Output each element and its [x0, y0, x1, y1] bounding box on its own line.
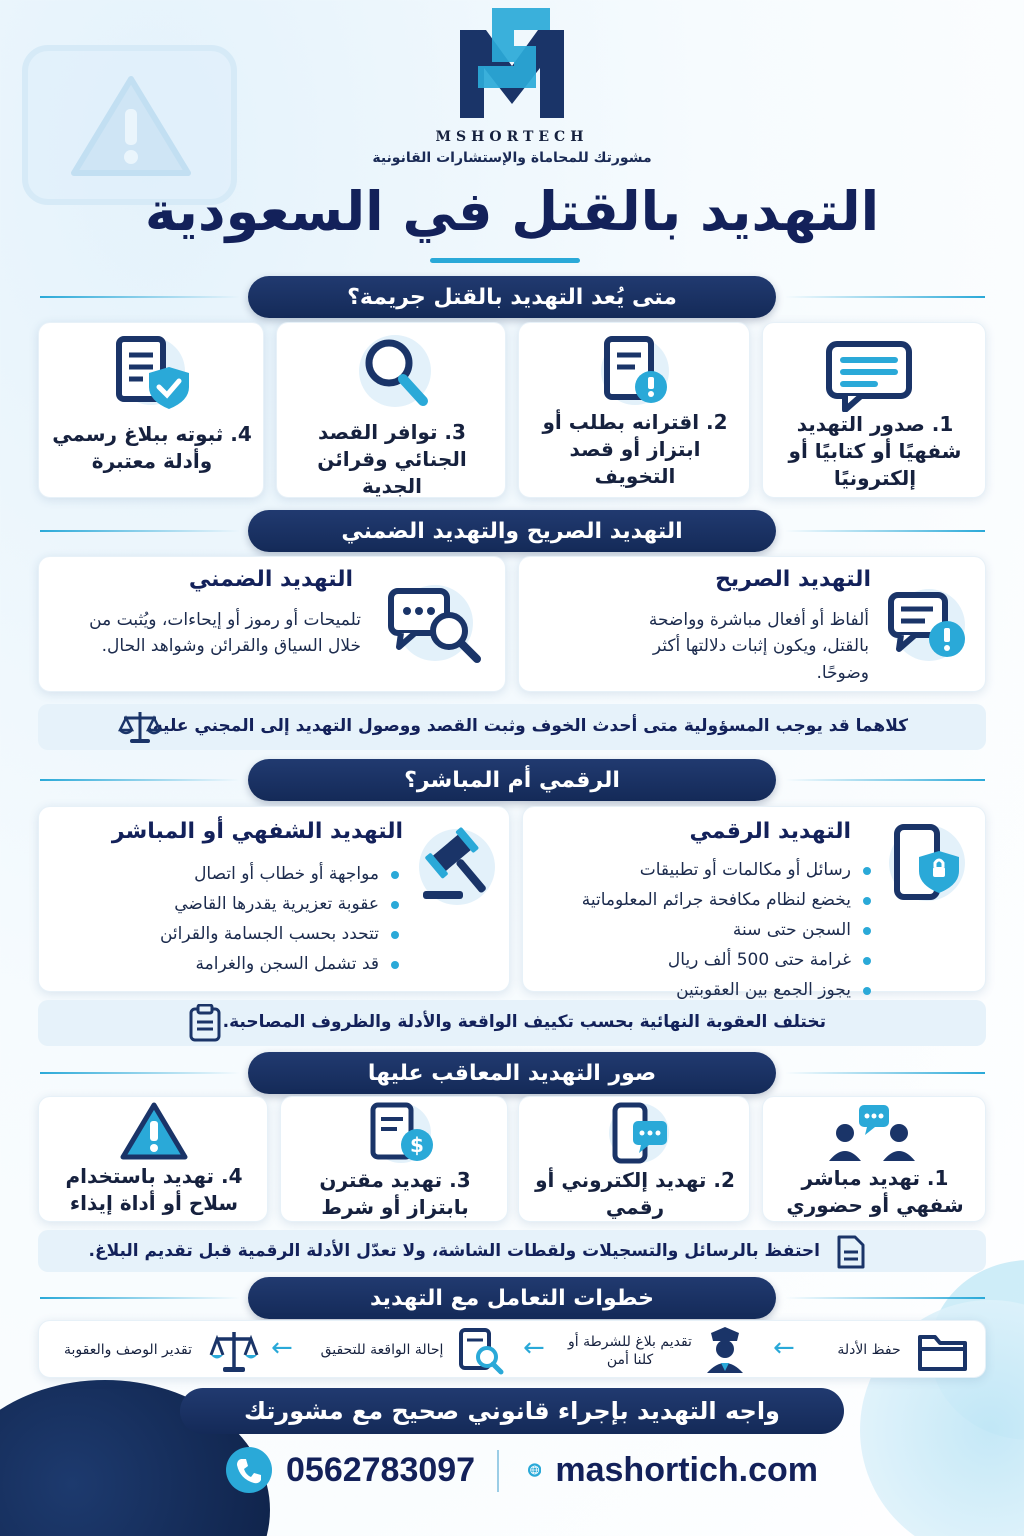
steps-card [38, 1320, 986, 1378]
document-money-icon [365, 1101, 441, 1167]
list-item: قد تشمل السجن والغرامة [111, 949, 401, 979]
threat-form-text: 2. تهديد إلكتروني أو رقمي [535, 1168, 735, 1219]
section-heading-when-crime: متى يُعد التهديد بالقتل جريمة؟ [248, 276, 776, 318]
digital-threat-list [553, 855, 873, 1005]
document-shield-icon [111, 333, 195, 417]
brand-name-en: MSHORTECH [435, 129, 589, 145]
brand-logo [452, 8, 572, 136]
evidence-note-text: احتفظ بالرسائل والتسجيلات ولقطات الشاشة، ولا تعدّل الأدلة الرقمية قبل تقديم البلاغ. [88, 1241, 820, 1261]
explicit-threat-title: التهديد الصريح [715, 567, 871, 592]
threat-form-card [518, 1096, 750, 1222]
liability-note-text: كلاهما قد يوجب المسؤولية متى أحدث الخوف وثبت القصد ووصول التهديد إلى المجني عليه. [146, 716, 908, 736]
chat-alert-icon [885, 585, 971, 669]
phone-message-icon [603, 1101, 675, 1167]
implicit-threat-card [38, 556, 506, 692]
crime-condition-card [518, 322, 750, 498]
direct-threat-title: التهديد الشفهي أو المباشر [111, 819, 403, 844]
clipboard-icon [188, 1004, 222, 1042]
penalty-note-text: تختلف العقوبة النهائية بحسب تكييف الواقعة والأدلة والظروف المصاحبة. [222, 1012, 826, 1032]
step-label: تقدير الوصف والعقوبة [63, 1342, 192, 1358]
liability-note-bar [38, 704, 986, 750]
divider-line [40, 530, 240, 532]
list-item: عقوبة تعزيرية يقدرها القاضي [111, 889, 401, 919]
phone-shield-icon [883, 821, 971, 909]
threat-form-card [38, 1096, 268, 1222]
divider-line [40, 779, 240, 781]
step-label: تقديم بلاغ للشرطة أو كلنا أمن [568, 1334, 692, 1369]
brand-name-ar: مشورتك للمحاماة والإستشارات القانونية [372, 150, 652, 166]
divider-line [785, 779, 985, 781]
divider-line [40, 296, 240, 298]
divider-line [40, 1297, 240, 1299]
search-icon [355, 331, 435, 415]
section-heading-explicit-implicit: التهديد الصريح والتهديد الضمني [248, 510, 776, 552]
document-search-icon [457, 1327, 505, 1375]
chat-search-icon [385, 583, 485, 671]
page-title: التهديد بالقتل في السعودية [144, 180, 880, 243]
scales-icon [118, 710, 162, 744]
folder-icon [917, 1329, 969, 1373]
phone-contact[interactable] [226, 1446, 476, 1494]
crime-condition-text: 3. توافر القصد الجنائي وقرائن الجدية [317, 420, 467, 498]
globe-icon [528, 1447, 541, 1493]
direct-threat-card [38, 806, 510, 992]
list-item: تتحدد بحسب الجسامة والقرائن [111, 919, 401, 949]
evidence-note-bar [38, 1230, 986, 1272]
phone-number[interactable]: 0562783097 [286, 1450, 476, 1489]
divider-line [785, 1072, 985, 1074]
explicit-threat-card [518, 556, 986, 692]
crime-condition-card [762, 322, 986, 498]
gavel-icon [413, 825, 503, 913]
list-item: يخضع لنظام مكافحة جرائم المعلوماتية [553, 885, 873, 915]
digital-threat-title: التهديد الرقمي [689, 819, 851, 844]
divider-line [785, 296, 985, 298]
document-alert-icon [599, 333, 671, 417]
people-chat-icon [825, 1103, 919, 1165]
section-heading-digital-direct: الرقمي أم المباشر؟ [248, 759, 776, 801]
direct-threat-list [111, 859, 401, 979]
arrow-left-icon: ← [523, 1333, 545, 1363]
phone-icon [226, 1447, 272, 1493]
step-label: إحالة الواقعة للتحقيق [320, 1342, 444, 1358]
list-item: السجن حتى سنة [553, 915, 873, 945]
penalty-note-bar [38, 1000, 986, 1046]
scales-icon [209, 1329, 259, 1373]
arrow-left-icon: ← [271, 1333, 293, 1363]
crime-condition-card [38, 322, 264, 498]
threat-form-card [762, 1096, 986, 1222]
threat-form-text: 3. تهديد مقترن بابتزاز أو شرط [319, 1168, 471, 1219]
title-underline [430, 258, 580, 263]
step-label: حفظ الأدلة [837, 1342, 901, 1358]
crime-condition-text: 2. اقترانه بطلب أو ابتزاز أو قصد التخويف [542, 410, 728, 488]
divider-line [785, 1297, 985, 1299]
crime-condition-card [276, 322, 506, 498]
list-item: غرامة حتى 500 ألف ريال [553, 945, 873, 975]
divider-line [40, 1072, 240, 1074]
website-link[interactable]: mashortich.com [555, 1450, 818, 1489]
list-item: يجوز الجمع بين العقوبتين [553, 975, 873, 1005]
call-to-action-banner: واجه التهديد بإجراء قانوني صحيح مع مشورتك [180, 1388, 844, 1434]
website-contact[interactable] [528, 1446, 818, 1494]
crime-condition-text: 1. صدور التهديد شفهيًا أو كتابيًا أو إلكترونيًا [788, 412, 962, 490]
implicit-threat-title: التهديد الضمني [188, 567, 353, 592]
section-heading-steps: خطوات التعامل مع التهديد [248, 1277, 776, 1319]
svg-text:$: $ [410, 1133, 424, 1157]
list-item: رسائل أو مكالمات أو تطبيقات [553, 855, 873, 885]
explicit-threat-text: ألفاظ أو أفعال مباشرة وواضحة بالقتل، ويكون إثبات دلالتها أكثر وضوحًا. [648, 610, 869, 683]
chat-icon [815, 331, 925, 421]
threat-form-text: 1. تهديد مباشر شفهي أو حضوري [786, 1166, 964, 1217]
threat-form-card [280, 1096, 508, 1222]
divider-line [785, 530, 985, 532]
list-item: مواجهة أو خطاب أو اتصال [111, 859, 401, 889]
section-heading-forms: صور التهديد المعاقب عليها [248, 1052, 776, 1094]
police-icon [703, 1325, 747, 1375]
threat-form-text: 4. تهديد باستخدام سلاح أو أداة إيذاء [65, 1164, 243, 1215]
crime-condition-text: 4. ثبوته ببلاغ رسمي وأدلة معتبرة [52, 422, 252, 473]
implicit-threat-text: تلميحات أو رموز أو إيحاءات، ويُثبت من خلال السياق والقرائن وشواهد الحال. [89, 610, 361, 657]
contact-divider [497, 1450, 499, 1492]
digital-threat-card [522, 806, 986, 1000]
arrow-left-icon: ← [773, 1333, 795, 1363]
warning-icon [66, 71, 196, 181]
document-icon [836, 1234, 866, 1270]
warning-icon [119, 1101, 189, 1161]
